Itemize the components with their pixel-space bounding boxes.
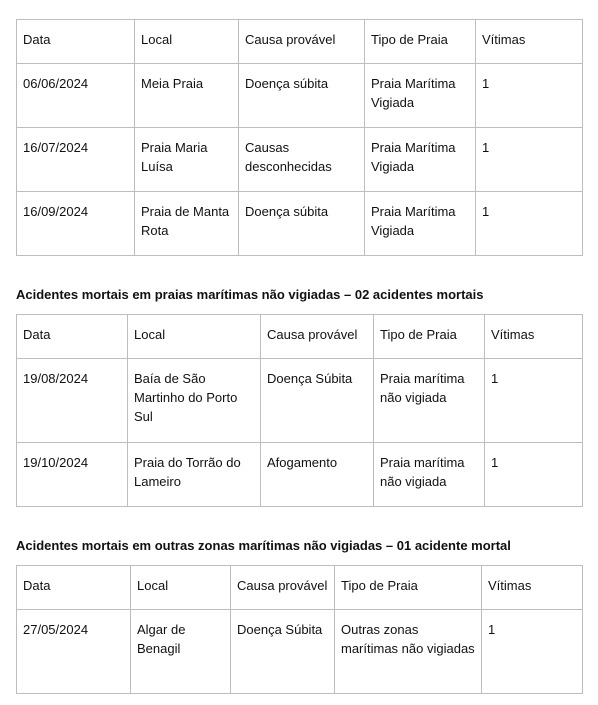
- table-header-row: [17, 566, 583, 610]
- cell-data: 16/07/2024: [17, 128, 135, 192]
- cell-data: 27/05/2024: [17, 610, 131, 694]
- cell-vitimas: 1: [485, 443, 583, 507]
- header-causa: Causa provável: [239, 20, 365, 64]
- cell-causa: Doença súbita: [239, 192, 365, 256]
- cell-tipo: Praia Marítima Vigiada: [365, 64, 476, 128]
- cell-data: 19/10/2024: [17, 443, 128, 507]
- header-data: Data: [17, 20, 135, 64]
- table-row: [17, 192, 583, 256]
- header-data: Data: [17, 315, 128, 359]
- table-vigiadas: [16, 19, 583, 256]
- table-row: [17, 128, 583, 192]
- header-causa: Causa provável: [231, 566, 335, 610]
- header-data: Data: [17, 566, 131, 610]
- header-causa: Causa provável: [261, 315, 374, 359]
- header-tipo: Tipo de Praia: [374, 315, 485, 359]
- table-row: [17, 443, 583, 507]
- cell-tipo: Praia Marítima Vigiada: [365, 128, 476, 192]
- table-row: [17, 359, 583, 443]
- cell-tipo: Praia marítima não vigiada: [374, 359, 485, 443]
- section-heading-outras-zonas: Acidentes mortais em outras zonas marítimas não vigiadas – 01 acidente mortal: [16, 538, 511, 553]
- table-header-row: [17, 20, 583, 64]
- cell-causa: Causas desconhecidas: [239, 128, 365, 192]
- table-nao-vigiadas: [16, 314, 583, 507]
- header-tipo: Tipo de Praia: [335, 566, 482, 610]
- cell-local: Praia do Torrão do Lameiro: [128, 443, 261, 507]
- cell-vitimas: 1: [476, 128, 583, 192]
- cell-local: Praia de Manta Rota: [135, 192, 239, 256]
- header-vitimas: Vítimas: [476, 20, 583, 64]
- header-local: Local: [135, 20, 239, 64]
- cell-causa: Doença Súbita: [231, 610, 335, 694]
- cell-tipo: Praia marítima não vigiada: [374, 443, 485, 507]
- cell-local: Meia Praia: [135, 64, 239, 128]
- cell-vitimas: 1: [476, 64, 583, 128]
- table-outras-zonas: [16, 565, 583, 694]
- cell-data: 19/08/2024: [17, 359, 128, 443]
- cell-causa: Afogamento: [261, 443, 374, 507]
- header-tipo: Tipo de Praia: [365, 20, 476, 64]
- cell-tipo: Praia Marítima Vigiada: [365, 192, 476, 256]
- cell-causa: Doença súbita: [239, 64, 365, 128]
- cell-tipo: Outras zonas marítimas não vigiadas: [335, 610, 482, 694]
- cell-data: 06/06/2024: [17, 64, 135, 128]
- header-vitimas: Vítimas: [485, 315, 583, 359]
- header-local: Local: [128, 315, 261, 359]
- cell-local: Baía de São Martinho do Porto Sul: [128, 359, 261, 443]
- table-header-row: [17, 315, 583, 359]
- cell-vitimas: 1: [485, 359, 583, 443]
- cell-data: 16/09/2024: [17, 192, 135, 256]
- section-heading-nao-vigiadas: Acidentes mortais em praias marítimas não vigiadas – 02 acidentes mortais: [16, 287, 484, 302]
- table-row: [17, 64, 583, 128]
- header-local: Local: [131, 566, 231, 610]
- cell-vitimas: 1: [482, 610, 583, 694]
- cell-local: Algar de Benagil: [131, 610, 231, 694]
- cell-vitimas: 1: [476, 192, 583, 256]
- table-row: [17, 610, 583, 694]
- header-vitimas: Vítimas: [482, 566, 583, 610]
- cell-causa: Doença Súbita: [261, 359, 374, 443]
- cell-local: Praia Maria Luísa: [135, 128, 239, 192]
